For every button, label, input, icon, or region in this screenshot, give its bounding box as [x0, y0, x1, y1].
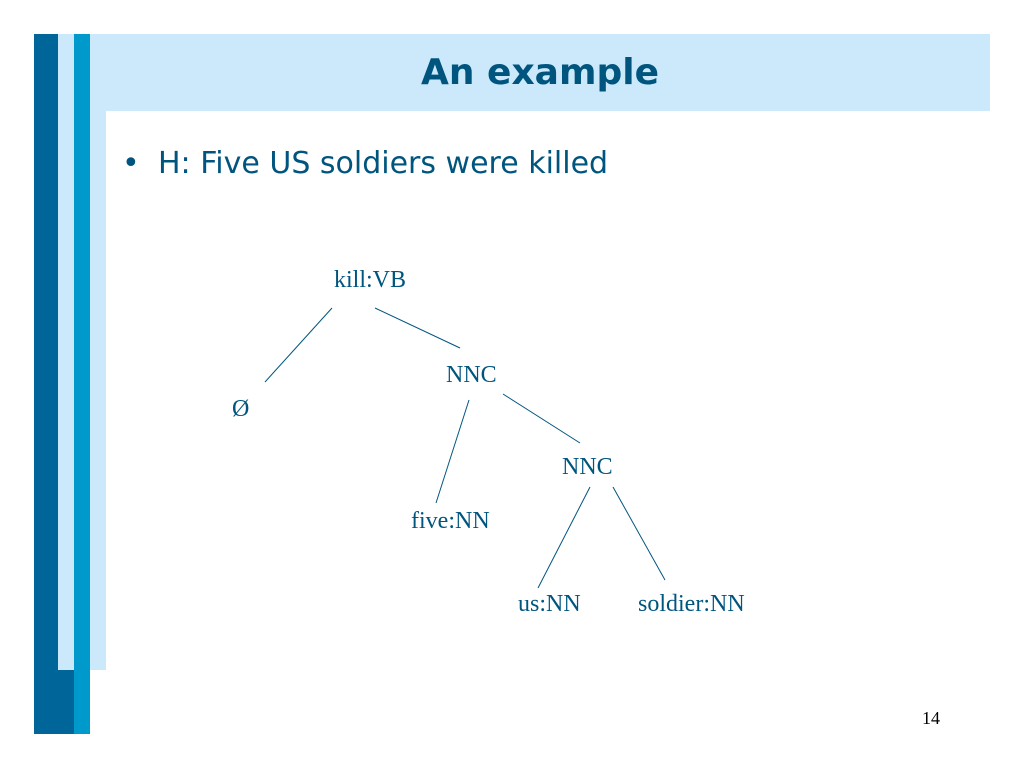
node-us: us:NN — [518, 591, 581, 617]
node-root: kill:VB — [334, 267, 407, 293]
edge-nnc-nnc — [503, 394, 580, 443]
edge-root-nnc — [375, 308, 460, 348]
node-nnc-upper: NNC — [446, 362, 497, 388]
page-number: 14 — [922, 708, 940, 728]
edge-nnc-us — [538, 487, 590, 588]
bullet-text: H: Five US soldiers were killed — [158, 146, 609, 181]
edge-nnc-five — [436, 400, 469, 503]
slide-title: An example — [421, 52, 659, 93]
node-five: five:NN — [411, 508, 490, 534]
edge-nnc-soldier — [613, 487, 665, 580]
node-nnc-lower: NNC — [562, 454, 613, 480]
node-soldier: soldier:NN — [638, 591, 745, 617]
node-empty: Ø — [232, 396, 250, 422]
edge-root-empty — [265, 308, 332, 382]
bullet-marker: • — [122, 146, 140, 181]
